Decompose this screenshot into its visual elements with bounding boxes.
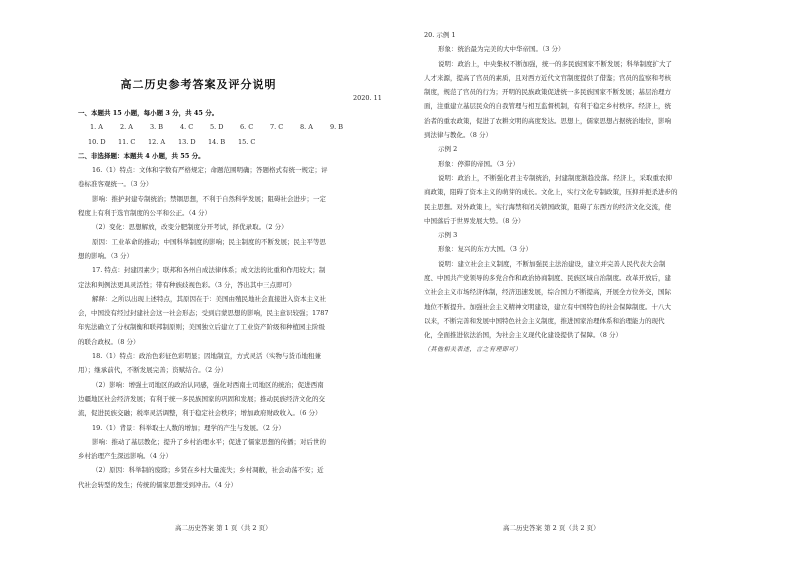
answer-line: 17. 特点：封建因素少；联邦和各州自成法律体系；成文法的比重和作用较大；制 [92,266,326,275]
answer-line: 会，中国没有经过封建社会这一社会形态；受到启蒙思想的影响，民主意识较强；1787 [78,309,329,318]
answer-line: 说明：建立社会主义制度，不断加强民主法治建设，建立并完善人民代表大会制 [438,259,666,268]
answer-line: 程度上有利于选官制度的公平和公正。（4 分） [78,209,211,218]
answer-line: 20. 示例 1 [424,31,456,39]
answer-line: 地位不断提升。加强社会主义精神文明建设，建立有中国特色的社会保障制度。十八大 [424,302,671,311]
exam-date: 2020. 11 [353,94,382,102]
answer-line: 年宪法确立了分权制衡和联邦制原则；美国独立后建立了工业资产阶级和种植园主阶级 [78,323,325,332]
page-1-content [78,106,388,492]
answer-item: 1. A [90,123,103,132]
answer-item: 12. A [148,137,166,146]
answer-item: 14. B [208,137,226,146]
answer-line: 16.（1）特点：文体和字数有严格规定；命题范围明确；答题格式有统一规定；评 [92,166,328,175]
answer-line: 原因：工业革命的推动；中国科举制度的影响；民主制度的不断发展；民主平等思 [92,237,326,246]
answer-item: 3. B [150,123,164,132]
answer-item: 8. A [300,123,313,132]
answer-line: 19.（1）背景：科举取士人数的增加；理学的产生与发展。（2 分） [92,423,285,432]
answer-item: 5. D [210,123,224,132]
answer-line: （2）变化：思想解放，改变分肥制度分开考试，择优录取。（2 分） [92,223,288,232]
answer-line: 卷标准客观统一。（3 分） [78,180,153,189]
answer-item: 2. A [120,123,133,132]
answer-line: 形象：复兴的东方大国。（3 分） [438,245,532,254]
section-2-heading: 二、非选择题：本题共 4 小题，共 55 分。 [78,151,205,160]
answer-line: 以来，不断完善和发展中国特色社会主义制度，推进国家治理体系和治理能力的现代 [424,316,665,325]
answer-line: 乡村治理产生深远影响。（4 分） [78,452,172,461]
answer-line: （2）原因：科举制的废除；乡贤在乡村大量流失；乡村凋敝，社会动荡不安；近 [92,466,324,475]
answer-line: 流，促进民族交融；税率灵活调整，利于稳定社会秩序；增加政府财政收入。（6 分） [78,409,322,418]
answer-line: 代社会转型的发生；传统的儒家思想受到冲击。（4 分） [78,480,237,489]
answer-line: 说明：政治上，中央集权不断加强，统一的多民族国家不断发展；科举制度扩大了 [438,59,672,68]
answer-line: 解释：之所以出现上述特点，其原因在于：美国由殖民地社会直接进入资本主义社 [92,294,326,303]
answer-line: 人才来源，提高了官员的素质，且对西方近代文官制度提供了借鉴；官员的监察和考核 [424,73,671,82]
answer-line: 化，全面推进依法治国，为社会主义现代化建设提供了保障。（8 分） [424,331,622,340]
answer-line: 边疆地区社会经济发展；有利于统一多民族国家的巩固和发展；推动民族经济文化的交 [78,394,325,403]
answer-line: 18.（1）特点：政治色彩征色彩明显；因地制宜，方式灵活（实物与货币地租兼 [92,352,321,361]
answer-line: 影响：推护封建专制统治；禁锢思想，不利于自然科学发展；阻碍社会进步；一定 [92,194,326,203]
answer-page-2 [397,0,794,573]
answer-line: 形象：统治最为完美的大中华帝国。（3 分） [438,45,565,54]
answer-line: 度、中国共产党领导的多党合作和政治协商制度、民族区域自治制度。改革开放后，建 [424,274,671,283]
answer-line: （2）影响：增强土司地区的政治认同感，强化对西南土司地区的统治；促进西南 [92,380,324,389]
answer-item: 7. C [270,123,284,132]
answer-item: 11. C [118,137,136,146]
answer-line: 示例 2 [438,145,458,154]
section-1-heading: 一、本题共 15 小题，每小题 3 分，共 45 分。 [78,109,219,117]
page-2-content [424,28,726,357]
answer-item: 13. D [178,137,196,146]
grading-note: （其他相关表述，言之有理即可） [424,345,522,353]
answer-line: 商政策，阻碍了资本主义的萌芽的成长。文化上，实行文化专制政策，压抑并扼杀进步的 [424,188,678,197]
answer-line: 的联合政权。（8 分） [78,337,140,346]
answer-item: 6. C [240,123,254,132]
answer-line: 用）；继承前代，不断发展完善；资赋结合。（2 分） [78,366,228,375]
answer-line: 面，注重建立基层民众的自我管理与相互监督机制，有利于稳定乡村秩序。经济上，统 [424,102,671,111]
answer-line: 民主思想。对外政策上，实行海禁和闭关锁国政策，阻碍了东西方的经济文化交流，使 [424,202,671,211]
answer-item: 4. C [180,123,194,132]
answer-line: 示例 3 [438,231,458,240]
page-footer: 高二历史答案 第 2 页（共 2 页） [503,524,600,532]
answer-line: 制度，规范了官员的行为；开明的民族政策促进统一多民族国家不断发展；基层治理方 [424,88,671,97]
page-title: 高二历史参考答案及评分说明 [120,78,277,91]
answer-line: 中国落后于世界发展大势。（8 分） [424,216,525,225]
answers-row-2 [78,135,388,149]
answers-row-1 [78,120,388,134]
answer-item: 10. D [88,137,106,146]
answer-item: 15. C [238,137,256,146]
answer-line: 形象：停滞的帝国。（3 分） [438,159,519,168]
answer-line: 定法和判例法更具灵活性；带有种族歧视色彩。（3 分，答出其中三点即可） [78,280,296,289]
answer-line: 治者的重农政策，促进了农耕文明的高度发达。思想上，儒家思想占据统治地位，影响 [424,116,671,125]
answer-line: 立社会主义市场经济体制，经济迅速发展，综合国力不断提高，开展全方位外交，国际 [424,288,671,297]
answer-item: 9. B [330,123,344,132]
answer-line: 影响：推动了基层教化；提升了乡村治理水平；促进了儒家思想的传播；对后世的 [92,437,326,446]
answer-line: 想的影响。（3 分） [78,251,133,260]
answer-line: 到法律与教化。（8 分） [424,131,492,140]
page-footer: 高二历史答案 第 1 页（共 2 页） [175,524,272,532]
answer-line: 说明：政治上，不断强化君主专制统治，封建制度渐趋没落。经济上，采取重农抑 [438,173,672,182]
